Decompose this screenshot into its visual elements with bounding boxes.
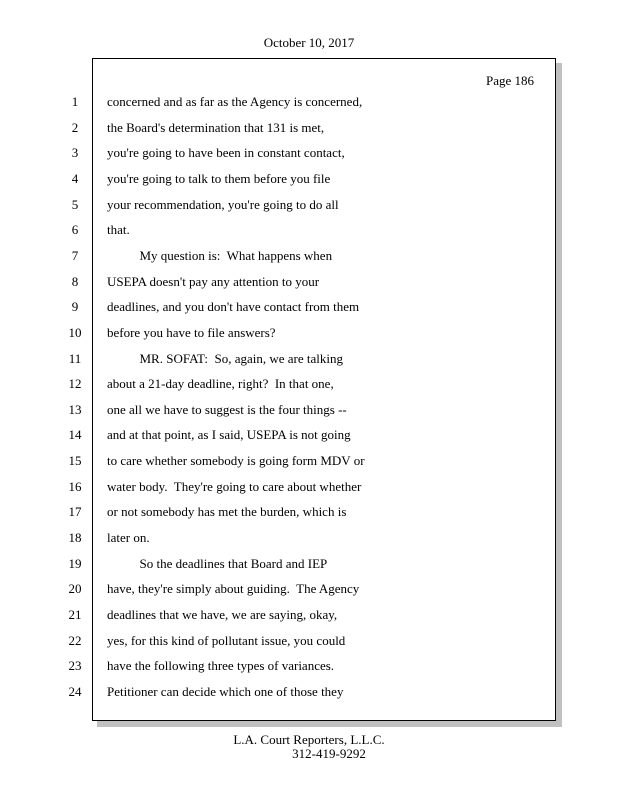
line-text: or not somebody has met the burden, which is [107, 504, 347, 520]
line-number: 7 [71, 247, 79, 263]
line-number: 1 [71, 94, 79, 109]
line-number: 23 [68, 658, 82, 674]
line-number: 22 [68, 632, 82, 648]
line-text: your recommendation, you're going to do all [107, 196, 339, 212]
line-text: deadlines, and you don't have contact from them [107, 299, 360, 315]
line-number: 18 [68, 530, 82, 546]
line-number: 9 [71, 299, 79, 315]
line-text: water body. They're going to care about whether [107, 478, 362, 494]
line-text: yes, for this kind of pollutant issue, you could [107, 632, 346, 648]
line-number: 10 [68, 324, 82, 340]
line-number: 19 [68, 555, 82, 571]
transcript-line [0, 581, 560, 601]
transcript-line [0, 453, 560, 473]
line-text: you're going to talk to them before you file [107, 170, 331, 186]
line-number: 16 [68, 478, 82, 494]
line-number: 21 [68, 607, 82, 622]
line-text: deadlines that we have, we are saying, okay, [107, 607, 338, 622]
transcript-line [0, 94, 560, 114]
line-number: 8 [71, 273, 79, 289]
line-number: 5 [71, 196, 79, 212]
transcript-line [0, 633, 560, 653]
line-text: and at that point, as I said, USEPA is not going [107, 427, 351, 443]
line-text: the Board's determination that 131 is met, [107, 119, 325, 135]
reporter-company: L.A. Court Reporters, L.L.C. [233, 732, 385, 747]
transcript-line [0, 504, 560, 524]
transcript-line [0, 120, 560, 140]
transcript-line [0, 402, 560, 422]
line-number: 14 [68, 427, 82, 443]
line-text: MR. SOFAT: So, again, we are talking [107, 350, 343, 366]
line-number: 24 [68, 683, 82, 699]
line-text: USEPA doesn't pay any attention to your [107, 273, 320, 289]
transcript-line [0, 299, 560, 319]
line-text: concerned and as far as the Agency is concerned, [107, 94, 363, 109]
line-number: 20 [68, 581, 82, 597]
line-number: 15 [68, 453, 82, 469]
line-text: to care whether somebody is going form MDV or [107, 453, 365, 469]
line-number: 3 [71, 145, 79, 161]
transcript-line [0, 351, 560, 371]
transcript-date: October 10, 2017 [263, 35, 355, 50]
transcript-line [0, 171, 560, 191]
transcript-line [0, 607, 560, 627]
transcript-line [0, 248, 560, 268]
transcript-line [0, 684, 560, 704]
line-text: My question is: What happens when [107, 247, 333, 263]
line-number: 17 [68, 504, 82, 520]
line-text: later on. [107, 530, 150, 546]
transcript-line [0, 376, 560, 396]
transcript-line [0, 658, 560, 678]
line-number: 4 [71, 170, 79, 186]
line-text: before you have to file answers? [107, 324, 276, 340]
transcript-line [0, 274, 560, 294]
line-number: 13 [68, 401, 82, 417]
line-text: about a 21-day deadline, right? In that one, [107, 376, 334, 392]
transcript-line [0, 427, 560, 447]
line-number: 12 [68, 376, 82, 392]
transcript-line [0, 145, 560, 165]
transcript-line [0, 530, 560, 550]
line-text: have, they're simply about guiding. The Agency [107, 581, 360, 597]
line-text: you're going to have been in constant contact, [107, 145, 345, 161]
line-text: So the deadlines that Board and IEP [107, 555, 328, 571]
line-number: 11 [68, 350, 82, 366]
line-text: Petitioner can decide which one of those they [107, 683, 344, 699]
line-text: one all we have to suggest is the four things -- [107, 401, 347, 417]
line-number: 6 [71, 222, 79, 238]
line-text: have the following three types of variances. [107, 658, 335, 674]
transcript-line [0, 325, 560, 345]
line-text: that. [107, 222, 130, 238]
line-number: 2 [71, 119, 79, 135]
reporter-phone: 312-419-9292 [292, 746, 366, 761]
footer [0, 733, 618, 761]
transcript-line [0, 222, 560, 242]
transcript-line [0, 197, 560, 217]
transcript-line [0, 479, 560, 499]
page-number: Page 186 [485, 73, 534, 88]
transcript-line [0, 556, 560, 576]
